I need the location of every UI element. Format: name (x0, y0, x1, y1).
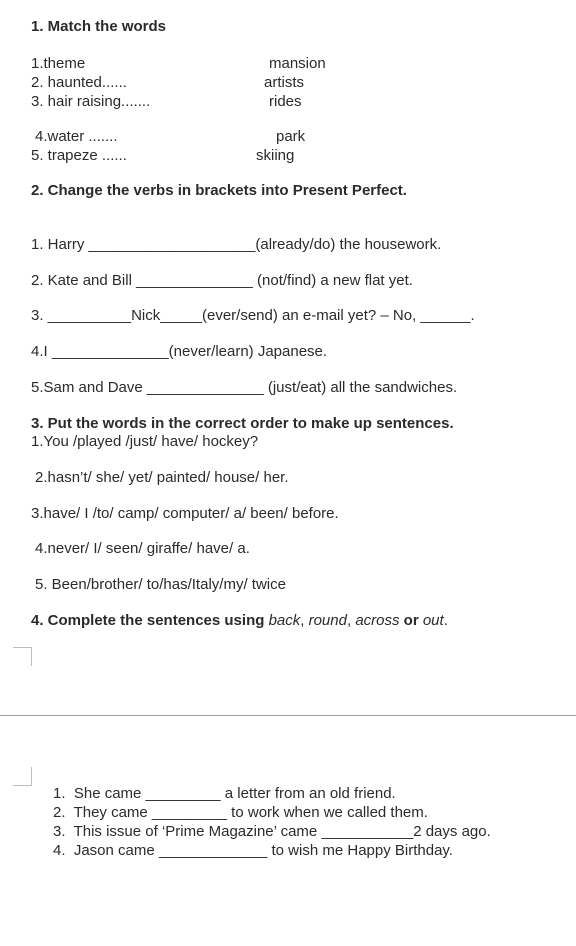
section-1-heading: 1. Match the words (31, 18, 167, 35)
word-back: back (268, 612, 301, 629)
sep-1: , (300, 612, 309, 629)
complete-item-1: 1. She came _________ a letter from an old friend. (53, 785, 396, 802)
section-2-heading: 2. Change the verbs in brackets into Present Perfect. (31, 182, 407, 199)
complete-item-4: 4. Jason came _____________ to wish me Happy Birthday. (53, 842, 453, 859)
order-item-3: 3.have/ I /to/ camp/ computer/ a/ been/ before. (31, 505, 339, 522)
word-out: out (422, 612, 444, 629)
word-round: round (308, 612, 347, 629)
order-item-4: 4.never/ I/ seen/ giraffe/ have/ a. (35, 540, 250, 557)
order-item-2: 2.hasn’t/ she/ yet/ painted/ house/ her. (35, 469, 289, 486)
match-left-2: 2. haunted...... (31, 74, 127, 91)
match-left-4: 4.water ....... (35, 128, 118, 145)
section-3-heading: 3. Put the words in the correct order to make up sentences. (31, 415, 454, 432)
section-4-heading-prefix: 4. Complete the sentences using (31, 612, 269, 629)
heading-end: . (443, 612, 448, 629)
verb-item-5: 5.Sam and Dave ______________ (just/eat) all the sandwiches. (31, 379, 458, 396)
order-item-5: 5. Been/brother/ to/has/Italy/my/ twice (35, 576, 286, 593)
match-right-5: skiing (256, 147, 295, 164)
match-left-3: 3. hair raising....... (31, 93, 151, 110)
match-left-5: 5. trapeze ...... (31, 147, 127, 164)
crop-mark-top (13, 647, 32, 666)
verb-item-4: 4.I ______________(never/learn) Japanese. (31, 343, 328, 360)
word-or: or (399, 612, 423, 629)
complete-item-3: 3. This issue of ‘Prime Magazine’ came ___________2 days ago. (53, 823, 491, 840)
sep-2: , (346, 612, 356, 629)
verb-item-1: 1. Harry ____________________(already/do) the housework. (31, 236, 442, 253)
match-right-1: mansion (269, 55, 326, 72)
complete-item-2: 2. They came _________ to work when we called them. (53, 804, 428, 821)
match-right-2: artists (264, 74, 305, 91)
verb-item-3: 3. __________Nick_____(ever/send) an e-mail yet? – No, ______. (31, 307, 475, 324)
match-right-4: park (276, 128, 306, 145)
match-left-1: 1.theme (31, 55, 86, 72)
match-right-3: rides (269, 93, 302, 110)
crop-mark-bottom (13, 767, 32, 786)
verb-item-2: 2. Kate and Bill ______________ (not/find) a new flat yet. (31, 272, 413, 289)
word-across: across (355, 612, 400, 629)
section-4-heading (31, 612, 448, 630)
order-item-1: 1.You /played /just/ have/ hockey? (31, 433, 259, 450)
page-divider (0, 715, 576, 716)
